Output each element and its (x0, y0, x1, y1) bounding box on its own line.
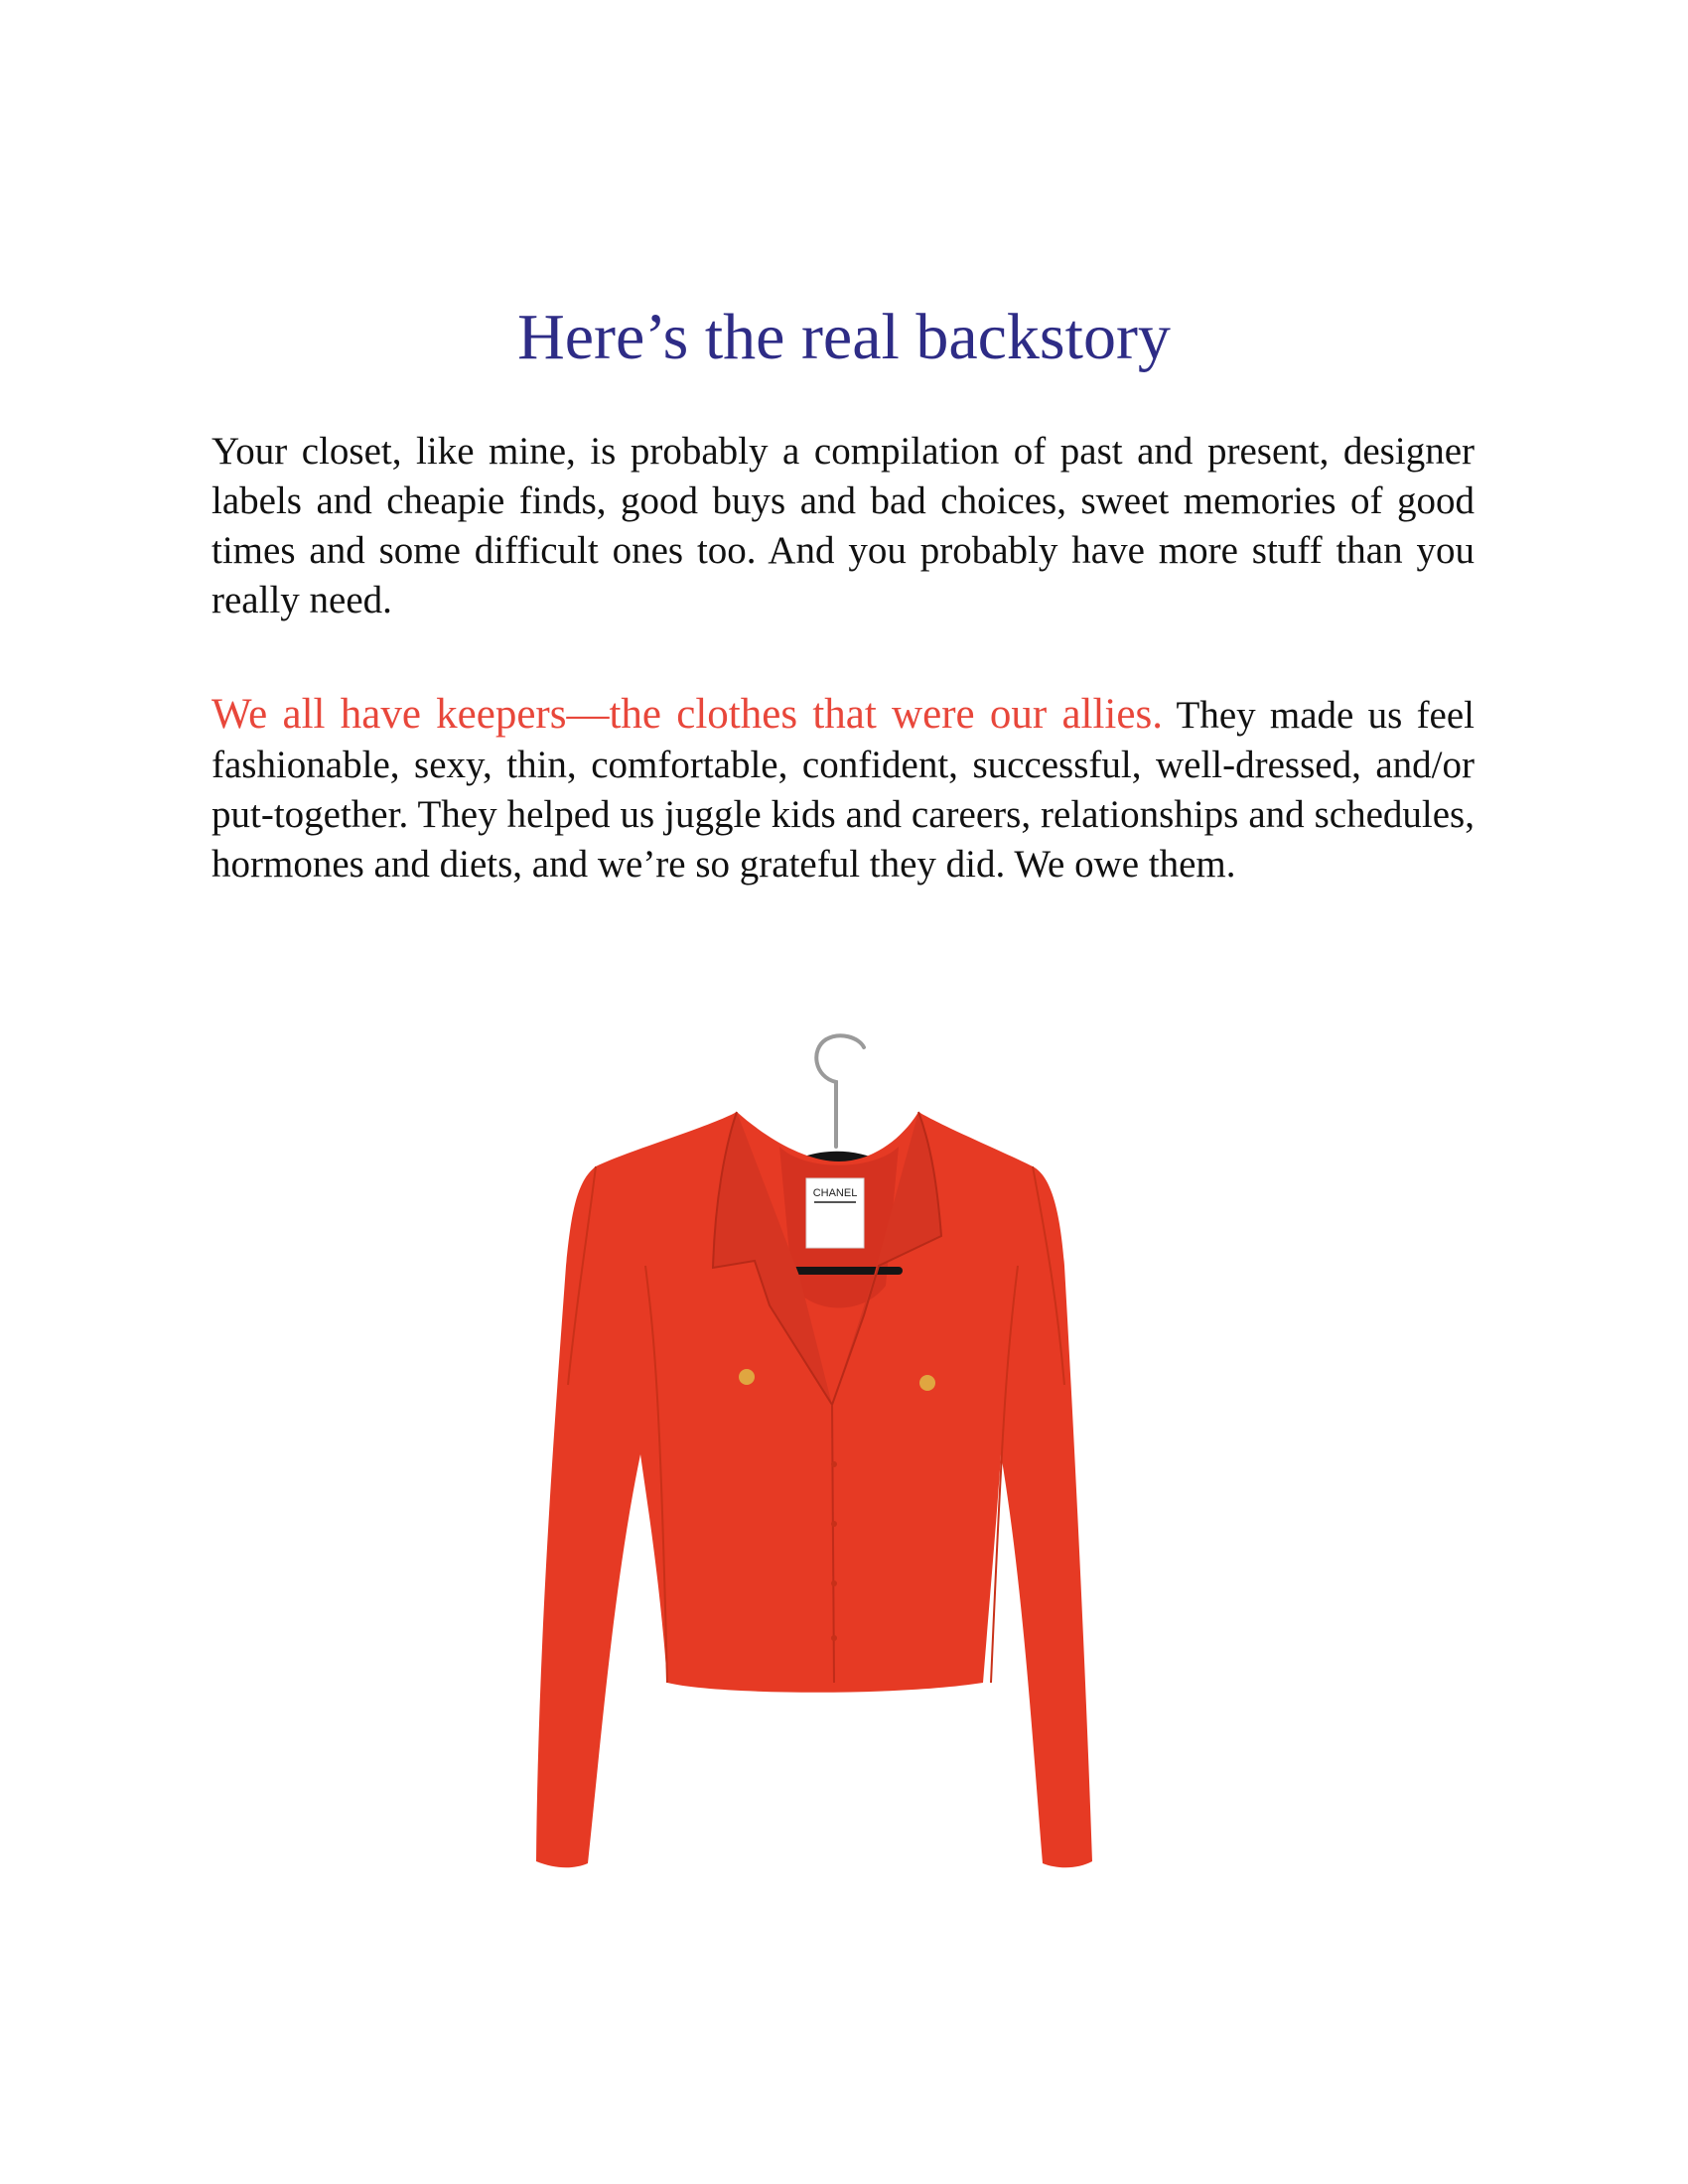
front-button-4 (831, 1635, 837, 1641)
right-gold-button (919, 1375, 935, 1391)
label-stripe (814, 1201, 856, 1203)
left-gold-button (739, 1369, 755, 1385)
front-button-1 (831, 1461, 837, 1467)
keepers-paragraph (211, 690, 1475, 889)
intro-paragraph: Your closet, like mine, is probably a compilation of past and present, designer labels and cheapie finds, good buys and bad choices, sweet memories of good times and some difficult ones too. And you probably have more stuff than you really need. (211, 430, 1475, 621)
designer-label-text: CHANEL (812, 1187, 858, 1199)
front-button-3 (831, 1580, 837, 1586)
highlighted-lead-sentence: We all have keepers—the clothes that were our allies. (211, 691, 1163, 738)
red-jacket-illustration (516, 988, 1172, 1881)
hanger-hook (816, 1035, 864, 1147)
keepers-body-text: They made us feel fashionable, sexy, thin, comfortable, confident, successful, well-dressed, and/or put-together. They helped us juggle kids and careers, relationships and schedules, hormones and diets, and we’re so grateful they did. We owe them. (211, 694, 1476, 886)
red-jacket-image (516, 988, 1172, 1881)
front-button-2 (831, 1521, 837, 1527)
page-title: Here’s the real backstory (517, 301, 1171, 373)
